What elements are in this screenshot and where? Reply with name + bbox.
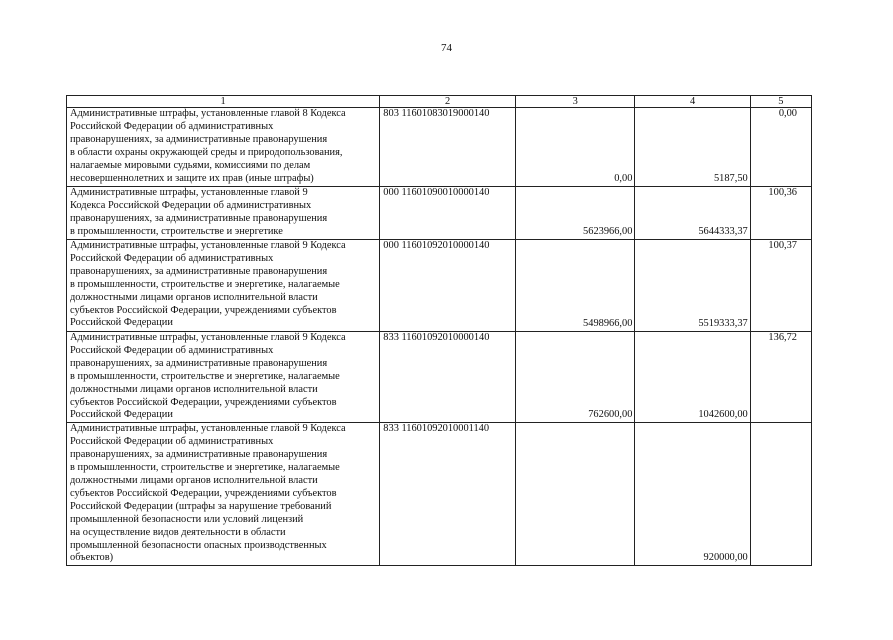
table-row	[67, 240, 812, 332]
row-code: 833 11601092010000140	[380, 332, 516, 423]
row-col3: 762600,00	[516, 332, 635, 423]
table-row	[67, 108, 812, 187]
row-col4: 5187,50	[635, 108, 750, 187]
header-row	[67, 96, 812, 108]
table-row	[67, 187, 812, 240]
row-code: 803 11601083019000140	[380, 108, 516, 187]
row-col3: 5498966,00	[516, 240, 635, 332]
page-number: 74	[441, 42, 452, 54]
row-col4: 1042600,00	[635, 332, 750, 423]
row-code: 833 11601092010001140	[380, 423, 516, 566]
header-col-2: 2	[380, 96, 516, 108]
row-col3: 5623966,00	[516, 187, 635, 240]
header-col-1: 1	[67, 96, 380, 108]
row-col5: 0,00	[750, 108, 811, 187]
budget-table	[66, 95, 812, 566]
row-col4: 920000,00	[635, 423, 750, 566]
row-col5: 100,36	[750, 187, 811, 240]
row-name: Административные штрафы, установленные главой 9 Кодекса Российской Федерации об административных правонарушениях, за административные правонарушения в промышленности, строительстве и энергетике, налагаемые должностными лицами органов исполнительной власти субъектов Российской Федерации, учреждениями субъектов Российской Федерации	[67, 332, 380, 423]
row-code: 000 11601090010000140	[380, 187, 516, 240]
row-col4: 5519333,37	[635, 240, 750, 332]
row-name: Административные штрафы, установленные главой 9 Кодекса Российской Федерации об административных правонарушениях, за административные правонарушения в промышленности, строительстве и энергетике	[67, 187, 380, 240]
row-code: 000 11601092010000140	[380, 240, 516, 332]
row-name: Административные штрафы, установленные главой 9 Кодекса Российской Федерации об административных правонарушениях, за административные правонарушения в промышленности, строительстве и энергетике, налагаемые должностными лицами органов исполнительной власти субъектов Российской Федерации, учреждениями субъектов Российской Федерации	[67, 240, 380, 332]
table-row	[67, 332, 812, 423]
row-name: Административные штрафы, установленные главой 9 Кодекса Российской Федерации об административных правонарушениях, за административные правонарушения в промышленности, строительстве и энергетике, налагаемые должностными лицами органов исполнительной власти субъектов Российской Федерации, учреждениями субъектов Российской Федерации (штрафы за нарушение требований промышленной безопасности или условий лицензий на осуществление видов деятельности в области промышленной безопасности опасных производственных объектов)	[67, 423, 380, 566]
row-col4: 5644333,37	[635, 187, 750, 240]
row-name: Административные штрафы, установленные главой 8 Кодекса Российской Федерации об административных правонарушениях, за административные правонарушения в области охраны окружающей среды и природопользования, налагаемые мировыми судьями, комиссиями по делам несовершеннолетних и защите их прав (иные штрафы)	[67, 108, 380, 187]
row-col5	[750, 423, 811, 566]
row-col3	[516, 423, 635, 566]
header-col-3: 3	[516, 96, 635, 108]
header-col-4: 4	[635, 96, 750, 108]
row-col3: 0,00	[516, 108, 635, 187]
row-col5: 136,72	[750, 332, 811, 423]
header-col-5: 5	[750, 96, 811, 108]
row-col5: 100,37	[750, 240, 811, 332]
table-row	[67, 423, 812, 566]
